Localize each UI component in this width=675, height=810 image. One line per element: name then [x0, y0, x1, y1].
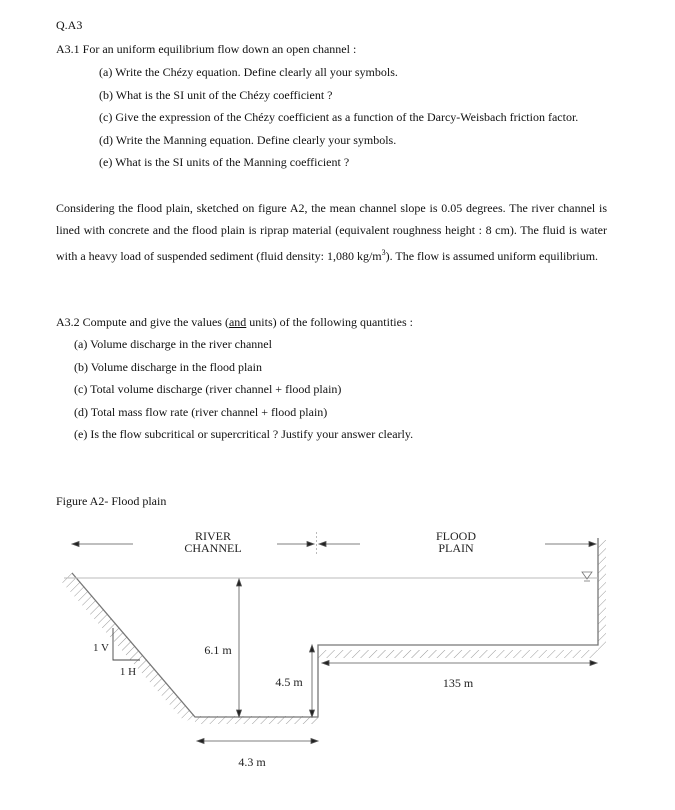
a31-item-b: (b) What is the SI unit of the Chézy coefficient ? [99, 88, 333, 102]
flood-plain-label-2: PLAIN [438, 541, 474, 555]
context-text-1: Considering the flood plain, sketched on figure A2, the mean channel slope is 0.05 degrees. The river channel is lined with concrete and the flood plain is riprap material (equivalent roughness height : 8 cm). The fluid is water with a heavy load of suspended sediment (fluid density: 1,080 kg/m [56, 201, 607, 263]
ground-hatching [60, 540, 606, 724]
a31-item-e: (e) What is the SI units of the Manning coefficient ? [99, 155, 350, 169]
flood-plain-width-label: 135 m [442, 676, 474, 690]
context-superscript: 3 [381, 247, 386, 257]
a31-intro: A3.1 For an uniform equilibrium flow down an open channel : [56, 42, 357, 56]
flood-plain-width-dimension [322, 661, 597, 666]
question-number: Q.A3 [56, 18, 83, 32]
a32-item-e: (e) Is the flow subcritical or supercritical ? Justify your answer clearly. [74, 427, 414, 441]
a32-item-b: (b) Volume discharge in the flood plain [74, 360, 262, 374]
a32-item-a: (a) Volume discharge in the river channel [74, 337, 272, 351]
a31-item-c: (c) Give the expression of the Chézy coefficient as a function of the Darcy-Weisbach friction factor. [99, 110, 579, 124]
river-channel-label-2: CHANNEL [184, 541, 242, 555]
a31-item-a: (a) Write the Chézy equation. Define clearly all your symbols. [99, 65, 398, 79]
step-depth-dimension [310, 645, 315, 717]
step-depth-label: 4.5 m [275, 675, 303, 689]
channel-depth-dimension [237, 579, 242, 717]
a32-intro-underlined: and [228, 315, 247, 329]
a32-item-d: (d) Total mass flow rate (river channel + flood plain) [74, 405, 328, 419]
slope-horizontal-label: 1 H [119, 666, 137, 678]
river-channel-label-1: RIVER [195, 529, 231, 543]
channel-profile [72, 538, 598, 717]
a32-intro-after: units) of the following quantities : [246, 315, 413, 329]
bottom-width-dimension [197, 739, 318, 744]
channel-depth-label: 6.1 m [204, 643, 232, 657]
context-text-2: ). The flow is assumed uniform equilibrium. [385, 248, 599, 263]
a32-intro-before: A3.2 Compute and give the values ( [56, 315, 229, 329]
bottom-width-label: 4.3 m [238, 755, 266, 769]
figure-caption: Figure A2- Flood plain [56, 494, 167, 508]
a31-item-d: (d) Write the Manning equation. Define clearly your symbols. [99, 133, 397, 147]
flood-plain-label-1: FLOOD [435, 529, 477, 543]
slope-vertical-label: 1 V [93, 642, 109, 654]
water-level-icon [582, 572, 592, 581]
a32-item-c: (c) Total volume discharge (river channel + flood plain) [74, 382, 342, 396]
